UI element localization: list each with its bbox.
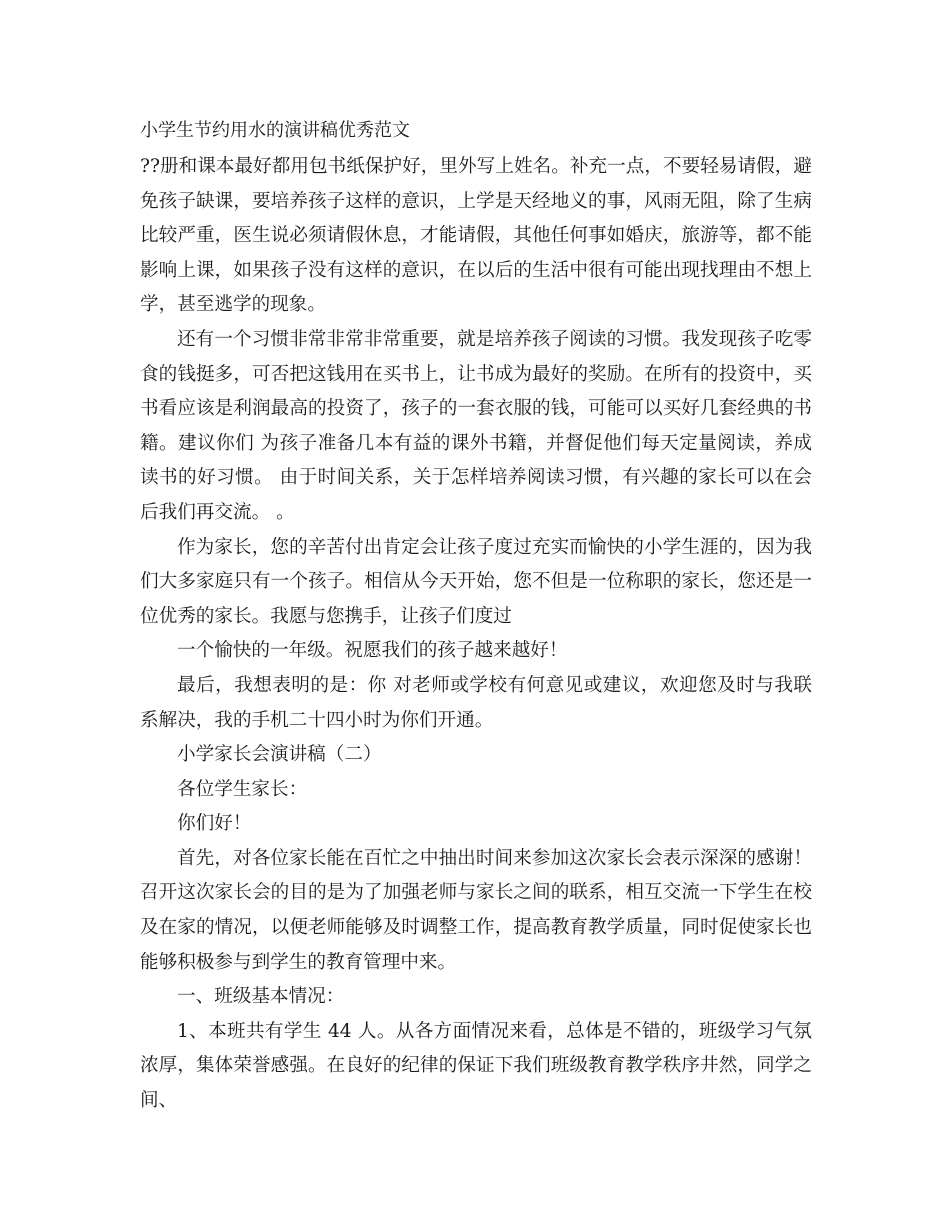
paragraph: ??册和课本最好都用包书纸保护好，里外写上姓名。补充一点，不要轻易请假，避免孩子缺课，要培养孩子这样的意识，上学是天经地义的事，风雨无阻，除了生病比较严重，医生说必须请假休息，才能请假，其他任何事如婚庆，旅游等，都不能影响上课，如果孩子没有这样的意识，在以后的生活中很有可能出现找理由不想上学，甚至逃学的现象。 [140, 156, 812, 316]
paragraph: 一个愉快的一年级。祝愿我们的孩子越来越好！ [177, 640, 568, 662]
paragraph: 首先，对各位家长能在百忙之中抽出时间来参加这次家长会表示深深的感谢！召开这次家长会的目的是为了加强老师与家长之间的联系，相互交流一下学生在校及在家的情况，以便老师能够及时调整工作，提高教育教学质量，同时促使家长也能够积极参与到学生的教育管理中来。 [140, 847, 812, 973]
salutation: 各位学生家长： [177, 778, 308, 800]
document-title: 小学生节约用水的演讲稿优秀范文 [140, 120, 410, 141]
section-heading: 小学家长会演讲稿（二） [177, 744, 382, 766]
greeting: 你们好！ [177, 813, 252, 835]
paragraph: 还有一个习惯非常非常非常重要，就是培养孩子阅读的习惯。我发现孩子吃零食的钱挺多，可否把这钱用在买书上，让书成为最好的奖励。在所有的投资中，买书看应该是利润最高的投资了，孩子的一套衣服的钱，可能可以买好几套经典的书籍。建议你们 为孩子准备几本有益的课外书籍，并督促他们每天定量阅读，养成读书的好习惯。 由于时间关系，关于怎样培养阅读习惯，有兴趣的家长可以在会后我们再交流。 。 [140, 328, 812, 523]
document-body [140, 150, 812, 1119]
paragraph: 1、本班共有学生 44 人。从各方面情况来看，总体是不错的，班级学习气氛浓厚，集体荣誉感强。在良好的纪律的保证下我们班级教育教学秩序井然，同学之间、 [140, 1020, 812, 1112]
subsection-heading: 一、班级基本情况： [177, 986, 345, 1008]
paragraph: 作为家长，您的辛苦付出肯定会让孩子度过充实而愉快的小学生涯的，因为我们大多家庭只有一个孩子。相信从今天开始，您不但是一位称职的家长，您还是一位优秀的家长。我愿与您携手，让孩子们度过 [140, 536, 812, 627]
paragraph: 最后，我想表明的是：你 对老师或学校有何意见或建议，欢迎您及时与我联系解决，我的手机二十四小时为你们开通。 [140, 674, 812, 731]
